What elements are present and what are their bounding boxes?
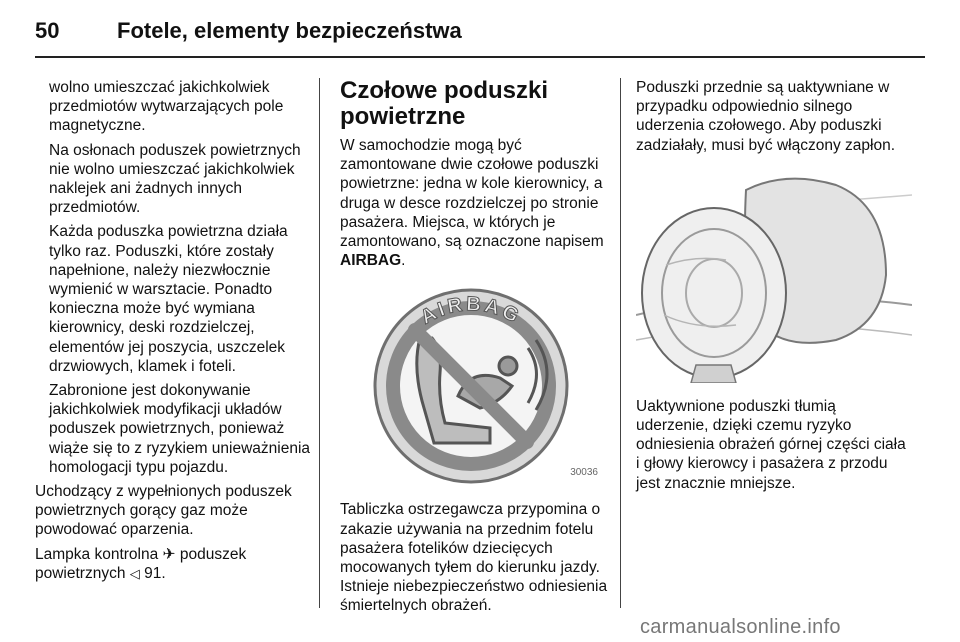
column-right (636, 78, 912, 498)
text: Lampka kontrolna (35, 545, 159, 563)
paragraph: Zabronione jest dokonywanie jakichkolwiek modyfikacji układów poduszek powietrznych, ponieważ wiąże się to z ryzykiem unieważnienia homologacji typu pojazdu. (49, 382, 311, 476)
text: . (401, 252, 406, 270)
column-divider (319, 78, 320, 608)
airbag-warning-icon: ✈ (162, 545, 176, 563)
paragraph-warning-lamp (35, 545, 313, 583)
page-header (35, 18, 925, 48)
column-middle (340, 78, 608, 621)
paragraph: Na osłonach poduszek powietrznych nie wolno umieszczać jakichkolwiek naklejek ani żadnych innych przedmiotów. (49, 141, 301, 217)
column-left (35, 78, 313, 588)
watermark: carmanualsonline.info (640, 616, 841, 638)
text: W samochodzie mogą być zamontowane dwie czołowe poduszki powietrzne: jedna w kole kierownicy, a druga w desce rozdzielczej po stronie pasażera. Miejsca, w których je zamontowano, są oznaczone napisem (340, 137, 604, 251)
paragraph: Uaktywnione poduszki tłumią uderzenie, dzięki czemu ryzyko odniesienia obrażeń górnej części ciała i głowy kierowcy i pasażera z przodu jest znacznie mniejsze. (636, 397, 906, 492)
column-divider (620, 78, 621, 608)
inflated-airbag-illustration (636, 165, 912, 383)
paragraph: wolno umieszczać jakichkolwiek przedmiotów wytwarzających pole magnetyczne. (49, 79, 284, 135)
no-rear-facing-child-seat-icon (340, 278, 602, 486)
chapter-title: Fotele, elementy bezpieczeństwa (117, 18, 462, 43)
figure-caption: Tabliczka ostrzegawcza przypomina o zakazie używania na przednim fotelu pasażera fotelików dziecięcych mocowanych tyłem do kierunku jazdy. Istnieje niebezpieczeństwo odniesienia śmiertelnych obrażeń. (340, 501, 608, 615)
page-reference-arrow-icon[interactable]: ◁ (129, 565, 140, 581)
paragraph: Poduszki przednie są uaktywniane w przypadku odpowiednio silnego uderzenia czołowego. Aby poduszki zadziałały, musi być włączony zapłon. (636, 79, 896, 154)
header-rule (35, 56, 925, 58)
page-number: 50 (35, 18, 60, 43)
inflated-airbags-figure (636, 165, 912, 383)
figure-code: 30036 (570, 467, 598, 479)
paragraph: Każda poduszka powietrzna działa tylko raz. Poduszki, które zostały napełnione, należy niezwłocznie wymienić w warsztacie. Ponadto konieczna może być wymiana kierownicy, deski rozdzielczej, elementów jej poszycia, uszczelek drzwiowych, klamek i foteli. (49, 223, 288, 375)
text: poduszek powietrznych (35, 545, 247, 582)
airbag-warning-label-figure (340, 278, 602, 486)
paragraph (340, 136, 608, 270)
page-reference[interactable]: 91. (144, 564, 166, 582)
section-heading: Czołowe poduszki powietrzne (340, 77, 549, 130)
airbag-label: AIRBAG (340, 252, 402, 270)
paragraph: Uchodzący z wypełnionych poduszek powietrznych gorący gaz może powodować oparzenia. (35, 483, 292, 539)
figure-label: AIRBAG (417, 293, 525, 330)
